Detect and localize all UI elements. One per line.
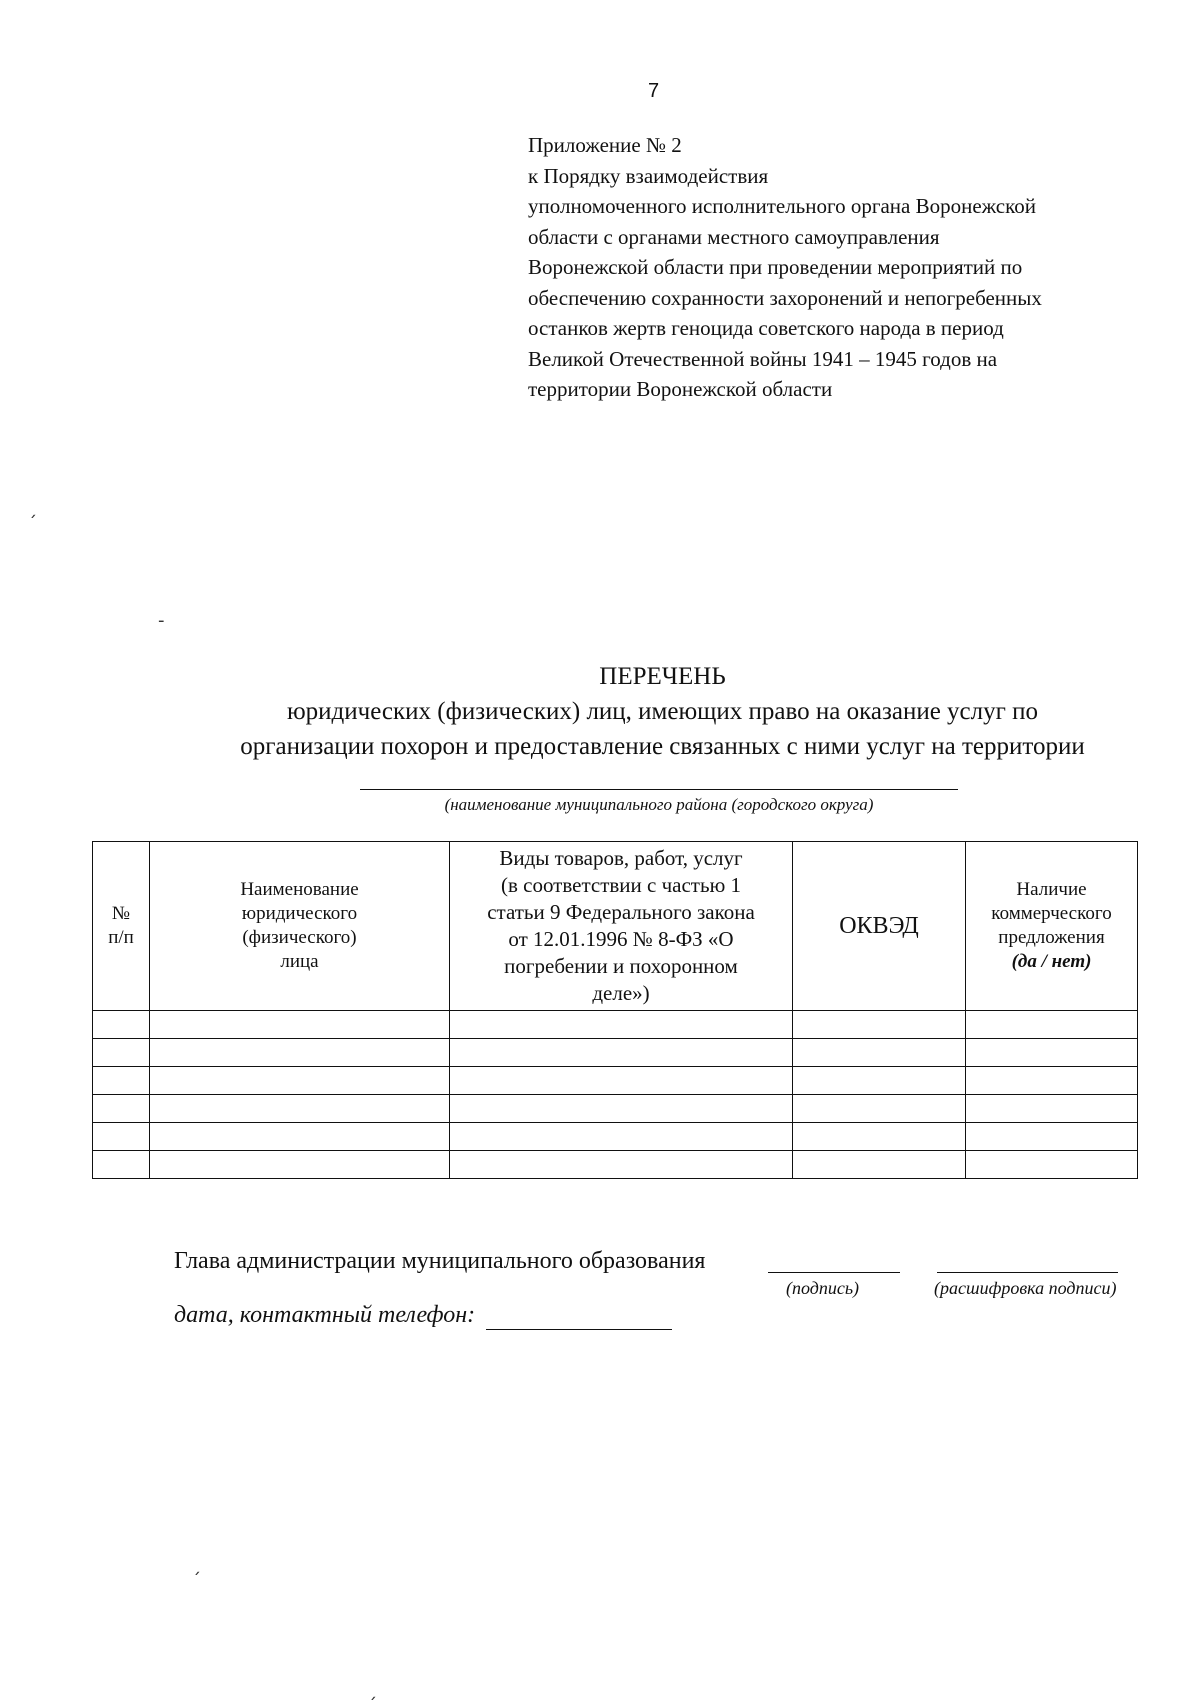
table-cell[interactable] [150, 1067, 450, 1095]
table-row [93, 1067, 1138, 1095]
appendix-line: Великой Отечественной войны 1941 – 1945 годов на [528, 346, 998, 371]
table-cell[interactable] [150, 1095, 450, 1123]
table-row [93, 1123, 1138, 1151]
table-cell[interactable] [966, 1039, 1138, 1067]
document-subtitle-line: юридических (физических) лиц, имеющих право на оказание услуг по [286, 698, 1039, 725]
table-row [93, 1095, 1138, 1123]
table-cell[interactable] [793, 1151, 966, 1179]
header-offer-yes-no: (да / нет) [1011, 951, 1092, 972]
table-cell[interactable] [793, 1039, 966, 1067]
table-cell[interactable] [93, 1151, 150, 1179]
header-line: Наименование [240, 879, 359, 900]
head-of-administration-label: Глава администрации муниципального образования [174, 1248, 706, 1274]
table-cell[interactable] [150, 1123, 450, 1151]
scan-mark: ˏ [28, 498, 37, 519]
table-cell[interactable] [450, 1095, 793, 1123]
document-subtitle-line: организации похорон и предоставление связанных с ними услуг на территории [240, 733, 1085, 760]
appendix-line: Приложение № 2 [528, 133, 682, 157]
table-header-row [93, 842, 1138, 1011]
header-line: предложения [998, 927, 1105, 948]
document-title: ПЕРЕЧЕНЬ [599, 663, 726, 690]
table-row [93, 1011, 1138, 1039]
table-cell[interactable] [450, 1067, 793, 1095]
table-cell[interactable] [93, 1039, 150, 1067]
table-row [93, 1151, 1138, 1179]
header-line: Наличие [1016, 879, 1087, 900]
municipality-caption: (наименование муниципального района (городского округа) [444, 795, 874, 814]
table-cell[interactable] [793, 1095, 966, 1123]
signature-decoding-caption: (расшифровка подписи) [934, 1278, 1117, 1298]
title-block [100, 660, 1200, 764]
header-line: (в соответствии с частью 1 [500, 873, 742, 897]
header-line: п/п [108, 927, 134, 948]
header-okved: ОКВЭД [793, 842, 966, 1011]
table-cell[interactable] [93, 1067, 150, 1095]
appendix-line: уполномоченного исполнительного органа Воронежской [528, 194, 1036, 218]
appendix-header [528, 130, 1168, 405]
table-cell[interactable] [966, 1011, 1138, 1039]
scan-mark: ˏ [368, 1680, 377, 1701]
table-cell[interactable] [450, 1011, 793, 1039]
table-row [93, 1039, 1138, 1067]
table-cell[interactable] [450, 1039, 793, 1067]
header-line: № [111, 903, 131, 924]
table-cell[interactable] [93, 1095, 150, 1123]
signature-blank-line[interactable] [768, 1272, 900, 1273]
header-line: погребении и похоронном [504, 954, 738, 978]
header-line: статьи 9 Федерального закона [487, 900, 755, 924]
header-line: деле») [592, 981, 650, 1005]
appendix-line: останков жертв геноцида советского народа в период [528, 316, 1004, 340]
header-line: (физического) [242, 927, 357, 948]
header-services [450, 842, 793, 1011]
registry-table [92, 841, 1138, 1179]
header-number [93, 842, 150, 1011]
header-name [150, 842, 450, 1011]
appendix-line: к Порядку взаимодействия [528, 163, 769, 188]
scan-mark: ˏ [192, 1555, 201, 1576]
appendix-line: обеспечению сохранности захоронений и непогребенных [528, 285, 1042, 310]
municipality-blank-line [360, 789, 958, 790]
header-line: от 12.01.1996 № 8-ФЗ «О [508, 927, 734, 951]
table-cell[interactable] [966, 1067, 1138, 1095]
table-cell[interactable] [450, 1151, 793, 1179]
table-cell[interactable] [966, 1123, 1138, 1151]
appendix-line: Воронежской области при проведении мероприятий по [528, 255, 1023, 279]
table-cell[interactable] [793, 1011, 966, 1039]
appendix-line: области с органами местного самоуправления [528, 224, 940, 249]
date-phone-label: дата, контактный телефон: [174, 1302, 476, 1328]
header-line: юридического [241, 903, 358, 924]
date-phone-blank-line[interactable] [486, 1329, 672, 1330]
header-line: лица [280, 951, 319, 972]
table-cell[interactable] [793, 1123, 966, 1151]
table-cell[interactable] [150, 1011, 450, 1039]
table-cell[interactable] [93, 1011, 150, 1039]
table-cell[interactable] [966, 1095, 1138, 1123]
table-cell[interactable] [150, 1039, 450, 1067]
header-line: Виды товаров, работ, услуг [499, 846, 743, 870]
header-offer [966, 842, 1138, 1011]
table-cell[interactable] [150, 1151, 450, 1179]
appendix-line: территории Воронежской области [528, 377, 833, 401]
table-cell[interactable] [966, 1151, 1138, 1179]
table-cell[interactable] [450, 1123, 793, 1151]
page-number: 7 [648, 80, 660, 102]
table-cell[interactable] [793, 1067, 966, 1095]
signature-caption: (подпись) [786, 1278, 860, 1298]
table-cell[interactable] [93, 1123, 150, 1151]
signature-decoding-blank-line[interactable] [937, 1272, 1118, 1273]
header-line: коммерческого [991, 903, 1112, 924]
scan-mark: - [158, 610, 165, 631]
